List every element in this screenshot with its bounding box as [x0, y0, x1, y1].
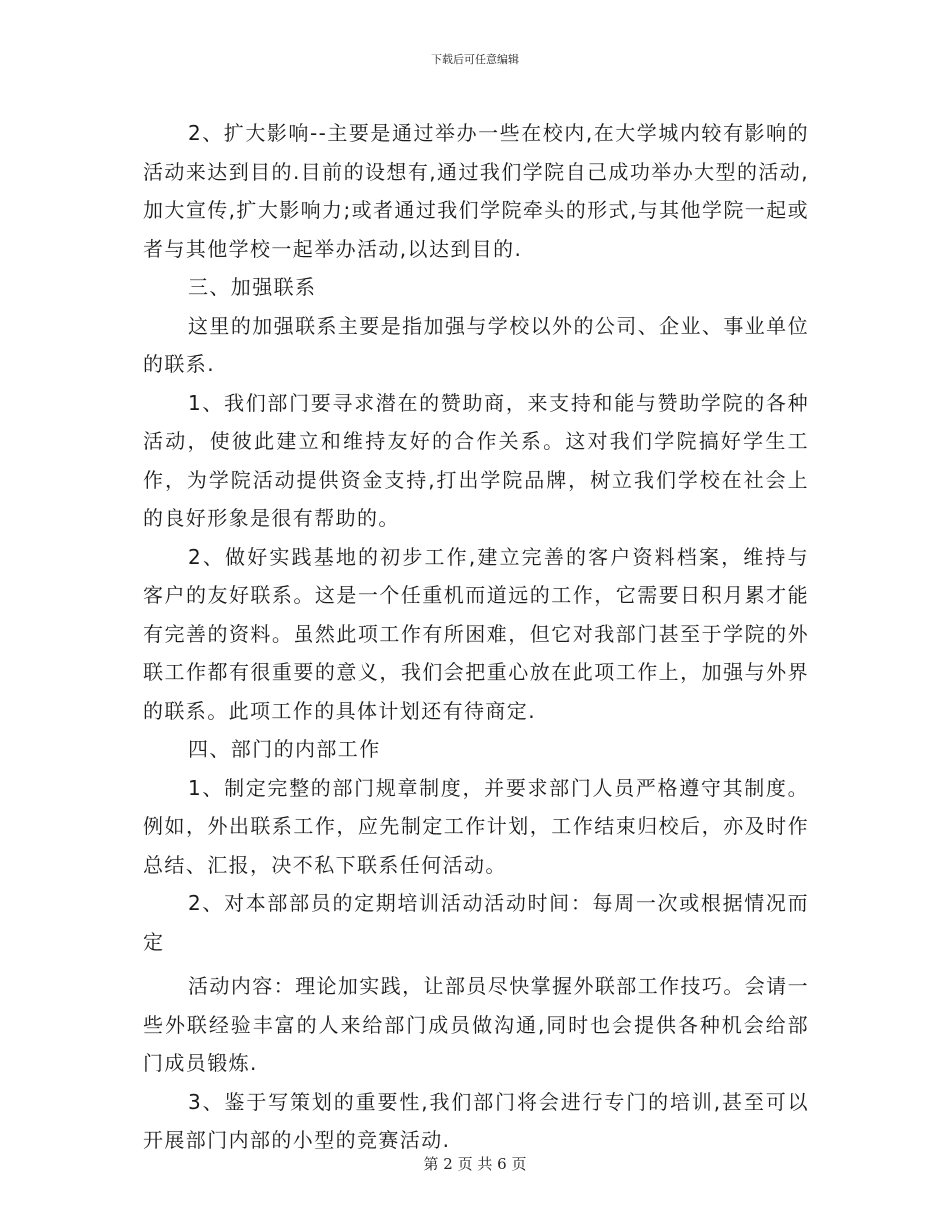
paragraph-expand-influence: 2、扩大影响--主要是通过举办一些在校内,在大学城内较有影响的活动来达到目的.目前的设想有,通过我们学院自己成功举办大型的活动,加大宣传,扩大影响力;或者通过我们学院牵头的形式,与其他学院一起或者与其他学校一起举办活动,以达到目的. — [143, 121, 809, 261]
paragraph-training-time: 2、对本部部员的定期培训活动活动时间：每周一次或根据情况而定 — [143, 891, 809, 954]
paragraph-sponsors: 1、我们部门要寻求潜在的赞助商，来支持和能与赞助学院的各种活动，使彼此建立和维持友好的合作关系。这对我们学院搞好学生工作，为学院活动提供资金支持,打出学院品牌，树立我们学校在社会上的良好形象是很有帮助的。 — [143, 390, 809, 530]
page-number: 第 2 页 共 6 页 — [423, 1155, 527, 1173]
paragraph-contact-intro: 这里的加强联系主要是指加强与学校以外的公司、企业、事业单位的联系. — [143, 313, 809, 376]
section-heading-strengthen-contact: 三、加强联系 — [188, 275, 317, 299]
paragraph-practice-base: 2、做好实践基地的初步工作,建立完善的客户资料档案，维持与客户的友好联系。这是一个任重机而道远的工作，它需要日积月累才能有完善的资料。虽然此项工作有所困难，但它对我部门甚至于学院的外联工作都有很重要的意义，我们会把重心放在此项工作上，加强与外界的联系。此项工作的具体计划还有待商定. — [143, 544, 809, 723]
paragraph-rules: 1、制定完整的部门规章制度，并要求部门人员严格遵守其制度。例如，外出联系工作，应先制定工作计划，工作结束归校后，亦及时作总结、汇报，决不私下联系任何活动。 — [143, 775, 809, 877]
section-heading-internal-work: 四、部门的内部工作 — [188, 737, 381, 761]
page-header: 下载后可任意编辑 — [431, 53, 519, 66]
paragraph-training-content: 活动内容：理论加实践，让部员尽快掌握外联部工作技巧。会请一些外联经验丰富的人来给部门成员做沟通,同时也会提供各种机会给部门成员锻炼. — [143, 974, 809, 1075]
paragraph-planning-training: 3、鉴于写策划的重要性,我们部门将会进行专门的培训,甚至可以开展部门内部的小型的竞赛活动. — [143, 1089, 809, 1152]
document-body — [143, 114, 809, 1160]
